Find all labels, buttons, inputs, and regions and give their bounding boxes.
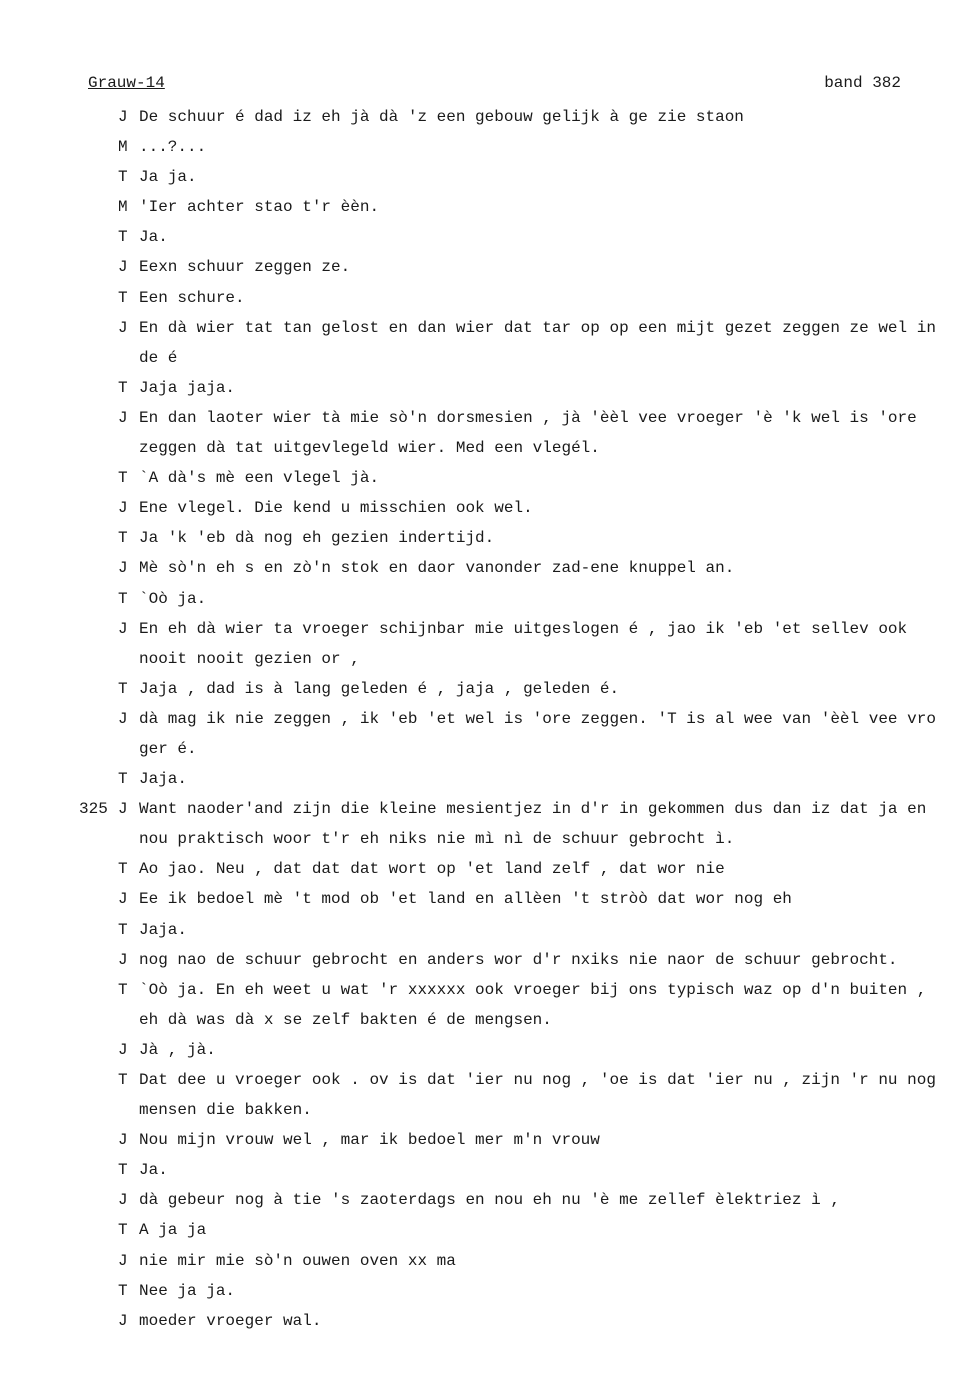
utterance-text (139, 463, 379, 493)
speaker-label: T (118, 980, 128, 999)
text-line: nie mir mie sò'n ouwen oven xx ma (139, 1251, 456, 1270)
page-header (88, 74, 901, 96)
speaker-label: T (118, 1161, 128, 1180)
utterance-text (139, 854, 725, 884)
speaker-label: J (118, 499, 128, 518)
text-line: A ja ja (139, 1221, 207, 1240)
utterance-text (139, 373, 235, 403)
utterance (0, 584, 973, 614)
speaker-label: J (118, 258, 128, 277)
speaker-label: T (118, 529, 128, 548)
utterance (0, 252, 973, 282)
text-line: ...?... (139, 138, 207, 157)
speaker-label: J (118, 559, 128, 578)
utterance (0, 403, 973, 463)
utterance (0, 373, 973, 403)
text-line: 'Ier achter stao t'r èèn. (139, 198, 380, 217)
utterance-text (139, 1276, 235, 1306)
utterance (0, 553, 973, 583)
text-line: de é (139, 348, 178, 367)
text-line: De schuur é dad iz eh jà dà 'z een gebouw gelijk à ge zie staon (139, 108, 744, 126)
text-line: En dà wier tat tan gelost en dan wier dat tar op op een mijt gezet zeggen ze wel in (139, 318, 936, 337)
utterance (0, 915, 973, 945)
utterance (0, 704, 973, 764)
utterance (0, 162, 973, 192)
utterance-text (139, 764, 187, 794)
utterance-text (139, 584, 206, 614)
text-line: Jaja jaja. (139, 378, 236, 397)
speaker-label: J (118, 1251, 128, 1270)
utterance (0, 1065, 973, 1125)
utterance (0, 854, 973, 884)
utterance-text (139, 1125, 600, 1155)
utterance-text (139, 252, 350, 282)
speaker-label: T (118, 860, 128, 879)
utterance-text (139, 1185, 840, 1215)
utterance (0, 1155, 973, 1185)
speaker-label: J (118, 408, 128, 427)
tape-number: band 382 (824, 74, 901, 92)
text-line: ger é. (139, 739, 197, 758)
utterance-text (139, 162, 197, 192)
speaker-label: T (118, 378, 128, 397)
utterance (0, 222, 973, 252)
speaker-label: J (118, 709, 128, 728)
utterance-text (139, 945, 898, 975)
utterance-text (139, 794, 926, 854)
utterance-text (139, 403, 917, 463)
utterance-text (139, 222, 168, 252)
utterance (0, 463, 973, 493)
speaker-label: M (118, 198, 128, 217)
text-line: Jaja. (139, 770, 188, 789)
speaker-label: M (118, 138, 128, 157)
speaker-label: J (118, 318, 128, 337)
transcript-body (0, 102, 973, 1336)
text-line: Een schure. (139, 288, 245, 307)
text-line: `Oò ja. En eh weet u wat 'r xxxxxx ook vroeger bij ons typisch waz op d'n buiten , (139, 980, 927, 999)
utterance-text (139, 614, 907, 674)
speaker-label: J (118, 800, 128, 819)
utterance-text (139, 1246, 456, 1276)
utterance (0, 794, 973, 854)
text-line: Eexn schuur zeggen ze. (139, 258, 351, 277)
text-line: Ja ja. (139, 168, 197, 187)
text-line: Ee ik bedoel mè 't mod ob 'et land en allèen 't stròò dat wor nog eh (139, 890, 792, 909)
utterance-text (139, 553, 734, 583)
text-line: Jà , jà. (139, 1040, 216, 1059)
text-line: Mè sò'n eh s en zò'n stok en daor vanonder zad-ene knuppel an. (139, 559, 735, 578)
utterance (0, 192, 973, 222)
utterance-text (139, 1035, 216, 1065)
text-line: `A dà's mè een vlegel jà. (139, 469, 380, 488)
utterance-text (139, 975, 926, 1035)
speaker-label: T (118, 679, 128, 698)
utterance-text (139, 523, 494, 553)
text-line: Ja. (139, 1161, 168, 1180)
speaker-label: T (118, 920, 128, 939)
text-line: Ao jao. Neu , dat dat dat wort op 'et land zelf , dat wor nie (139, 860, 725, 879)
utterance-text (139, 674, 619, 704)
utterance (0, 493, 973, 523)
utterance (0, 1276, 973, 1306)
speaker-label: T (118, 469, 128, 488)
speaker-label: J (118, 950, 128, 969)
text-line: dà gebeur nog à tie 's zaoterdags en nou eh nu 'è me zellef èlektriez ì , (139, 1191, 840, 1210)
speaker-label: J (118, 890, 128, 909)
utterance (0, 132, 973, 162)
utterance (0, 674, 973, 704)
utterance-text (139, 1306, 321, 1336)
speaker-label: T (118, 770, 128, 789)
speaker-label: T (118, 1281, 128, 1300)
utterance (0, 523, 973, 553)
speaker-label: J (118, 1191, 128, 1210)
text-line: nog nao de schuur gebrocht en anders wor d'r nxiks nie naor de schuur gebrocht. (139, 950, 898, 969)
utterance (0, 102, 973, 132)
text-line: Nou mijn vrouw wel , mar ik bedoel mer m'n vrouw (139, 1131, 600, 1150)
utterance (0, 1185, 973, 1215)
speaker-label: T (118, 288, 128, 307)
speaker-label: J (118, 108, 128, 126)
speaker-label: T (118, 168, 128, 187)
speaker-label: J (118, 1040, 128, 1059)
utterance-text (139, 915, 187, 945)
utterance (0, 1035, 973, 1065)
utterance-text (139, 704, 936, 764)
text-line: Ene vlegel. Die kend u misschien ook wel. (139, 499, 533, 518)
speaker-label: J (118, 619, 128, 638)
text-line: `Oò ja. (139, 589, 207, 608)
text-line: En dan laoter wier tà mie sò'n dorsmesien , jà 'èèl vee vroeger 'è 'k wel is 'ore (139, 408, 917, 427)
utterance-text (139, 313, 936, 373)
utterance (0, 884, 973, 914)
utterance-text (139, 1215, 206, 1245)
utterance (0, 1125, 973, 1155)
utterance (0, 313, 973, 373)
utterance (0, 283, 973, 313)
utterance-text (139, 493, 533, 523)
document-id: Grauw-14 (88, 74, 165, 92)
utterance (0, 1246, 973, 1276)
text-line: Ja 'k 'eb dà nog eh gezien indertijd. (139, 529, 495, 548)
text-line: Nee ja ja. (139, 1281, 236, 1300)
margin-line-number: 325 (79, 800, 108, 819)
text-line: moeder vroeger wal. (139, 1311, 322, 1330)
text-line: Ja. (139, 228, 168, 247)
text-line: mensen die bakken. (139, 1101, 312, 1120)
utterance-text (139, 192, 379, 222)
text-line: dà mag ik nie zeggen , ik 'eb 'et wel is 'ore zeggen. 'T is al wee van 'èèl vee vro (139, 709, 936, 728)
text-line: nooit nooit gezien or , (139, 649, 360, 668)
speaker-label: J (118, 1131, 128, 1150)
speaker-label: T (118, 589, 128, 608)
speaker-label: T (118, 1071, 128, 1089)
utterance-text (139, 102, 744, 132)
speaker-label: T (118, 1221, 128, 1240)
text-line: zeggen dà tat uitgevlegeld wier. Med een vlegél. (139, 439, 600, 458)
utterance (0, 1215, 973, 1245)
utterance-text (139, 132, 206, 162)
text-line: Jaja , dad is à lang geleden é , jaja , geleden é. (139, 679, 620, 698)
utterance-text (139, 1155, 168, 1185)
utterance-text (139, 283, 245, 313)
text-line: Dat dee u vroeger ook . ov is dat 'ier nu nog , 'oe is dat 'ier nu , zijn 'r nu nog (139, 1071, 936, 1089)
utterance-text (139, 884, 792, 914)
utterance (0, 1306, 973, 1336)
speaker-label: T (118, 228, 128, 247)
text-line: eh dà was dà x se zelf bakten é de mengsen. (139, 1010, 552, 1029)
utterance (0, 764, 973, 794)
text-line: nou praktisch woor t'r eh niks nie mì nì de schuur gebrocht ì. (139, 830, 735, 849)
text-line: Want naoder'and zijn die kleine mesientjez in d'r in gekommen dus dan iz dat ja en (139, 800, 927, 819)
speaker-label: J (118, 1311, 128, 1330)
utterance (0, 945, 973, 975)
utterance (0, 614, 973, 674)
utterance-text (139, 1065, 936, 1125)
text-line: Jaja. (139, 920, 188, 939)
utterance (0, 975, 973, 1035)
text-line: En eh dà wier ta vroeger schijnbar mie uitgeslogen é , jao ik 'eb 'et sellev ook (139, 619, 908, 638)
